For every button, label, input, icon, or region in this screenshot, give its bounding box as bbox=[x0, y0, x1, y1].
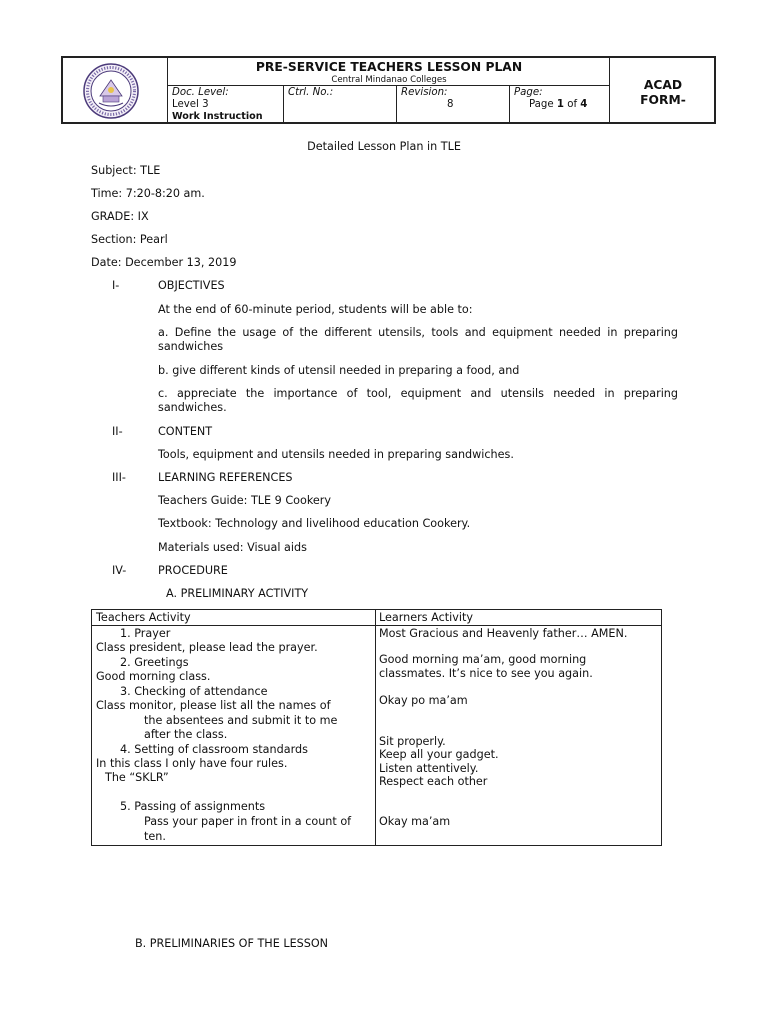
form-code bbox=[611, 78, 715, 107]
doc-level-value: Level 3 bbox=[172, 99, 209, 110]
learner-line: Most Gracious and Heavenly father… AMEN. bbox=[379, 627, 628, 640]
doc-level-label: Doc. Level: bbox=[172, 87, 229, 98]
header-divider bbox=[509, 85, 510, 122]
content-text: Tools, equipment and utensils needed in preparing sandwiches. bbox=[158, 448, 514, 461]
time-line: Time: 7:20-8:20 am. bbox=[91, 187, 205, 200]
institution-name: Central Mindanao Colleges bbox=[331, 75, 447, 85]
header-divider bbox=[609, 58, 610, 122]
teacher-line: 1. Prayer bbox=[120, 627, 171, 640]
content-heading: CONTENT bbox=[158, 425, 213, 438]
teacher-line: 3. Checking of attendance bbox=[120, 685, 268, 698]
lesson-plan-title: PRE-SERVICE TEACHERS LESSON PLAN bbox=[255, 60, 523, 74]
learner-line: Okay ma’am bbox=[379, 815, 451, 828]
preliminaries-heading: B. PRELIMINARIES OF THE LESSON bbox=[135, 937, 329, 950]
section-line: Section: Pearl bbox=[91, 233, 168, 246]
objective-item: a. Define the usage of the different utensils, tools and equipment needed in preparing sandwiches bbox=[158, 326, 678, 353]
teacher-line: ten. bbox=[144, 830, 166, 843]
content-numeral: II- bbox=[112, 425, 123, 438]
learner-line: Keep all your gadget. bbox=[379, 748, 499, 761]
learner-line: Respect each other bbox=[379, 775, 488, 788]
teacher-line: 2. Greetings bbox=[120, 656, 189, 669]
header-divider bbox=[396, 85, 397, 122]
learner-line: Sit properly. bbox=[379, 735, 446, 748]
learner-line: Good morning ma’am, good morning bbox=[379, 653, 587, 666]
doc-level-type: Work Instruction bbox=[172, 111, 263, 122]
teacher-line: the absentees and submit it to me bbox=[144, 714, 338, 727]
teacher-line: after the class. bbox=[144, 728, 228, 741]
activity-table bbox=[91, 609, 662, 846]
table-column-divider bbox=[375, 610, 376, 845]
header-divider bbox=[283, 85, 284, 122]
college-seal-icon bbox=[83, 63, 139, 119]
doc-title: Detailed Lesson Plan in TLE bbox=[307, 140, 461, 153]
revision-label: Revision: bbox=[401, 87, 448, 98]
teacher-line: Class president, please lead the prayer. bbox=[96, 641, 318, 654]
references-heading: LEARNING REFERENCES bbox=[158, 471, 293, 484]
objective-item: b. give different kinds of utensil needed in preparing a food, and bbox=[158, 364, 520, 377]
reference-item: Materials used: Visual aids bbox=[158, 541, 307, 554]
teachers-activity-header: Teachers Activity bbox=[96, 611, 191, 624]
learner-line: Listen attentively. bbox=[379, 762, 479, 775]
teacher-line: The “SKLR” bbox=[105, 771, 169, 784]
procedure-heading: PROCEDURE bbox=[158, 564, 228, 577]
procedure-numeral: IV- bbox=[112, 564, 127, 577]
learners-activity-header: Learners Activity bbox=[379, 611, 473, 624]
page-indicator: Page 1 of 4 bbox=[529, 99, 588, 110]
document-header bbox=[61, 56, 716, 124]
page-label: Page: bbox=[514, 87, 543, 98]
reference-item: Textbook: Technology and livelihood education Cookery. bbox=[158, 517, 471, 530]
teacher-line: 4. Setting of classroom standards bbox=[120, 743, 308, 756]
date-line: Date: December 13, 2019 bbox=[91, 256, 237, 269]
learner-line: classmates. It’s nice to see you again. bbox=[379, 667, 593, 680]
header-divider bbox=[167, 85, 609, 86]
ctrl-no-label: Ctrl. No.: bbox=[288, 87, 334, 98]
objectives-numeral: I- bbox=[112, 279, 120, 292]
subject-line: Subject: TLE bbox=[91, 164, 161, 177]
objectives-heading: OBJECTIVES bbox=[158, 279, 225, 292]
teacher-line: Class monitor, please list all the names of bbox=[96, 699, 331, 712]
learner-line: Okay po ma’am bbox=[379, 694, 468, 707]
objective-item: c. appreciate the importance of tool, equipment and utensils needed in preparing sandwiches. bbox=[158, 387, 678, 414]
objectives-intro: At the end of 60-minute period, students will be able to: bbox=[158, 303, 473, 316]
grade-line: GRADE: IX bbox=[91, 210, 149, 223]
form-code-line1: ACAD bbox=[643, 78, 683, 92]
references-numeral: III- bbox=[112, 471, 126, 484]
table-header-divider bbox=[92, 625, 661, 626]
teacher-line: 5. Passing of assignments bbox=[120, 800, 266, 813]
revision-value: 8 bbox=[447, 99, 454, 110]
teacher-line: Pass your paper in front in a count of bbox=[144, 815, 352, 828]
teacher-line: Good morning class. bbox=[96, 670, 211, 683]
preliminary-activity-heading: A. PRELIMINARY ACTIVITY bbox=[166, 587, 309, 600]
form-code-line2: FORM- bbox=[640, 92, 686, 107]
teacher-line: In this class I only have four rules. bbox=[96, 757, 288, 770]
header-divider bbox=[167, 58, 168, 122]
reference-item: Teachers Guide: TLE 9 Cookery bbox=[158, 494, 332, 507]
